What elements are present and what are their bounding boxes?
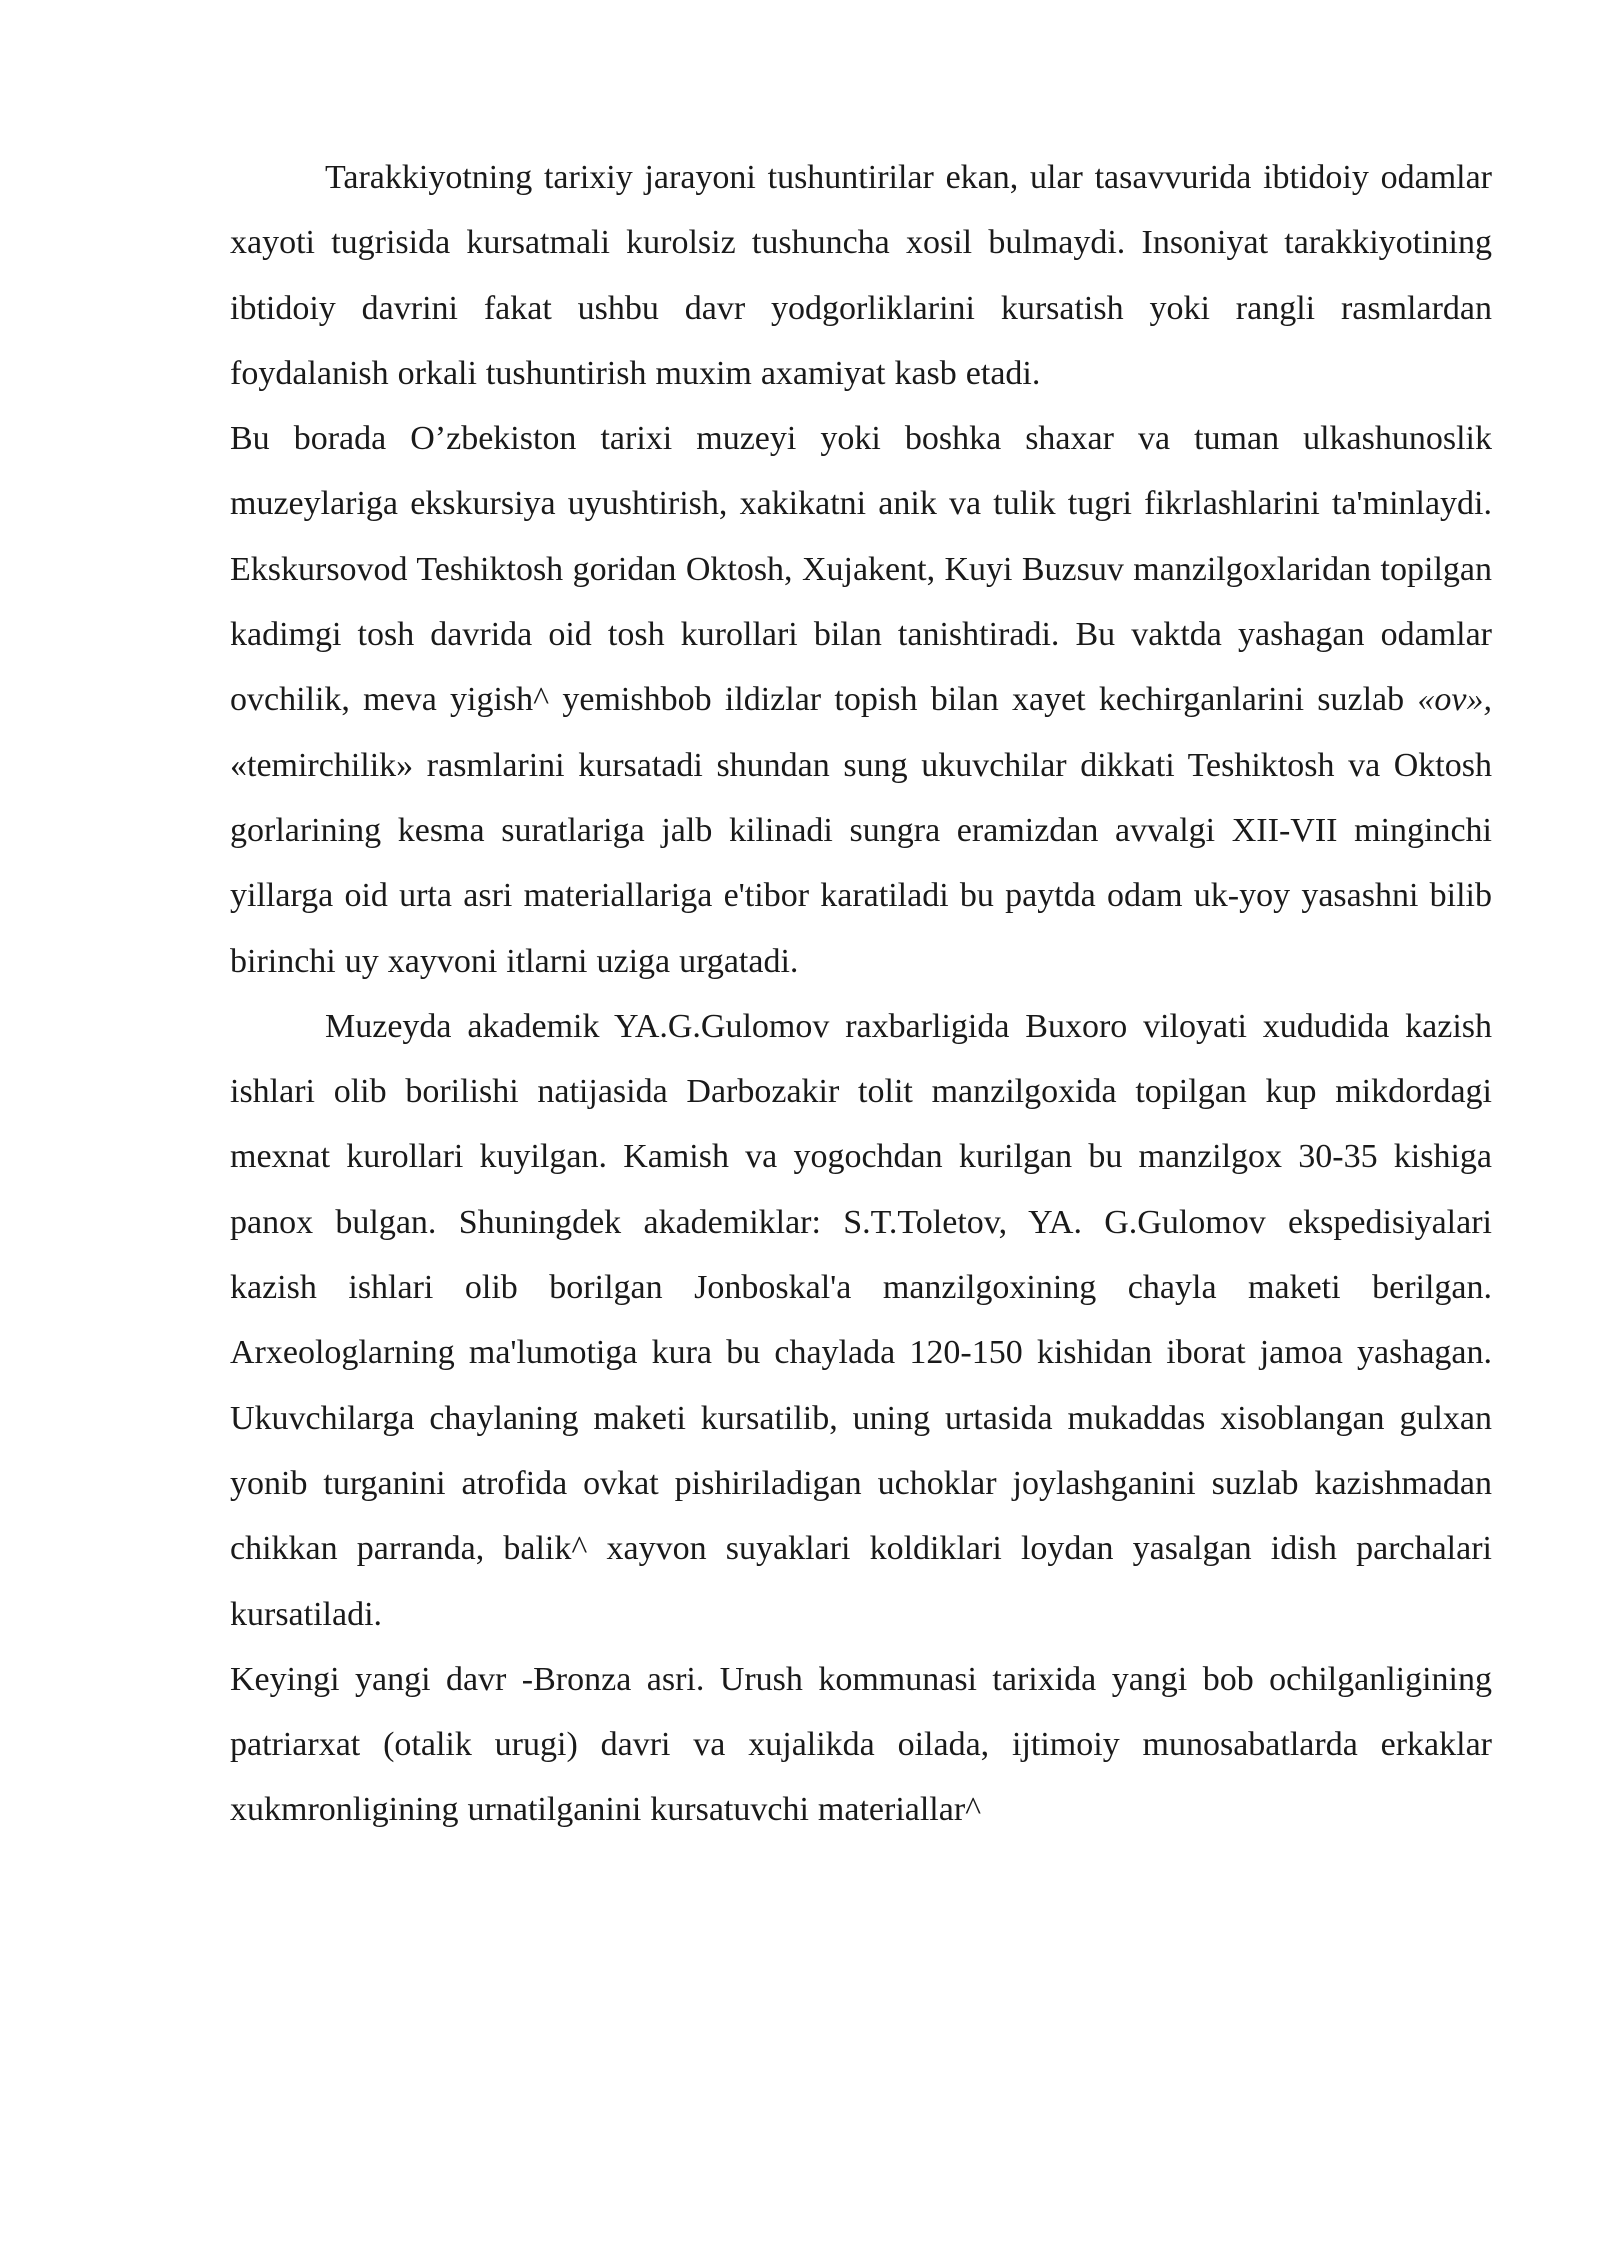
document-body [230, 145, 1492, 1843]
paragraph [230, 994, 1492, 1647]
paragraph [230, 145, 1492, 406]
text-run: Bu borada O’zbekiston tarixi muzeyi yoki boshka shaxar va tuman ulkashunoslik muzeylariga ekskursiya uyushtirish, xakikatni anik va tulik tugri fikrlashlarini ta'minlaydi. Ekskursovod Teshiktosh goridan Oktosh, Xujakent, Kuyi Buzsuv manzilgoxlaridan topilgan kadimgi tosh davrida oid tosh kurollari bilan tanishtiradi. Bu vaktda yashagan odamlar ovchilik, meva yigish^ yemishbob ildizlar topish bilan xayet kechirganlarini suzlab [230, 420, 1492, 719]
italic-text-run: «ov», [1417, 681, 1492, 719]
paragraph [230, 406, 1492, 994]
text-run: Muzeyda akademik YA.G.Gulomov raxbarligida Buxoro viloyati xududida kazish ishlari olib borilishi natijasida Darbozakir tolit manzilgoxida topilgan kup mikdordagi mexnat kurollari kuyilgan. Kamish va yogochdan kurilgan bu manzilgox 30-35 kishiga panox bulgan. Shuningdek akademiklar: S.T.Toletov, YA. G.Gulomov ekspedisiyalari kazish ishlari olib borilgan Jonboskal'a manzilgoxining chayla maketi berilgan. Arxeologlarning ma'lumotiga kura bu chaylada 120-150 kishidan iborat jamoa yashagan. Ukuvchilarga chaylaning maketi kursatilib, uning urtasida mukaddas xisoblangan gulxan yonib turganini atrofida ovkat pishiriladigan uchoklar joylashganini suzlab kazishmadan chikkan parranda, balik^ xayvon suyaklari koldiklari loydan yasalgan idish parchalari kursatiladi. [230, 1007, 1492, 1633]
text-run: Keyingi yangi davr -Bronza asri. Urush kommunasi tarixida yangi bob ochilganligining patriarxat (otalik urugi) davri va xujalikda oilada, ijtimoiy munosabatlarda erkaklar xukmronligining urnatilganini kursatuvchi materiallar^ [230, 1660, 1492, 1829]
paragraph [230, 1647, 1492, 1843]
text-run: «temirchilik» rasmlarini kursatadi shundan sung ukuvchilar dikkati Teshiktosh va Oktosh gorlarining kesma suratlariga jalb kilinadi sungra eramizdan avvalgi XII-VII minginchi yillarga oid urta asri materiallariga e'tibor karatiladi bu paytda odam uk-yoy yasashni bilib birinchi uy xayvoni itlarni uziga urgatadi. [230, 746, 1492, 980]
text-run: Tarakkiyotning tarixiy jarayoni tushuntirilar ekan, ular tasavvurida ibtidoiy odamlar xayoti tugrisida kursatmali kurolsiz tushuncha xosil bulmaydi. Insoniyat tarakkiyotining ibtidoiy davrini fakat ushbu davr yodgorliklarini kursatish yoki rangli rasmlardan foydalanish orkali tushuntirish muxim axamiyat kasb etadi. [230, 159, 1492, 392]
